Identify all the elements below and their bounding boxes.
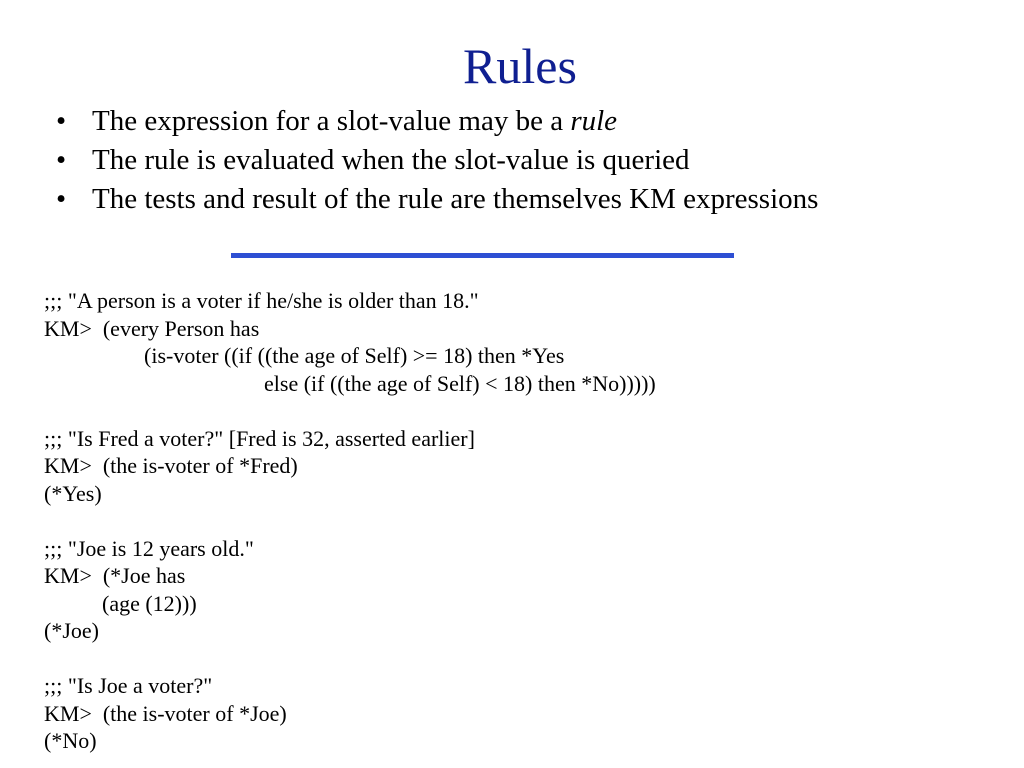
bullet-item xyxy=(56,102,818,141)
comment-line: ;;; "Joe is 12 years old." xyxy=(44,535,254,561)
bullet-text: The rule is evaluated when the slot-value is queried xyxy=(92,144,690,176)
slide-title: Rules xyxy=(463,38,577,94)
divider-line xyxy=(231,253,734,258)
km-transcript xyxy=(44,287,656,755)
bullet-icon: • xyxy=(56,144,67,176)
code-line: (age (12))) xyxy=(102,590,197,616)
bullet-text: The tests and result of the rule are themselves KM expressions xyxy=(92,183,819,215)
bullet-icon: • xyxy=(56,183,67,215)
comment-line: ;;; "Is Joe a voter?" xyxy=(44,673,213,698)
km-result-line: (*Yes) xyxy=(44,480,102,506)
bullet-list xyxy=(56,102,818,219)
km-prompt-line: KM> (*Joe has xyxy=(44,563,186,588)
code-line: else (if ((the age of Self) < 18) then *No))))) xyxy=(264,370,656,396)
blank-line xyxy=(44,645,656,673)
blank-line xyxy=(44,397,656,425)
bullet-emphasis: rule xyxy=(570,105,618,137)
blank-line xyxy=(44,507,656,535)
km-prompt-line: KM> (every Person has xyxy=(44,315,260,341)
comment-line: ;;; "Is Fred a voter?" [Fred is 32, asserted earlier] xyxy=(44,425,475,451)
code-line: (is-voter ((if ((the age of Self) >= 18) then *Yes xyxy=(144,343,565,368)
bullet-item xyxy=(56,141,818,180)
km-prompt-line: KM> (the is-voter of *Fred) xyxy=(44,453,298,478)
bullet-text: The expression for a slot-value may be a xyxy=(92,105,571,137)
bullet-item xyxy=(56,180,818,219)
bullet-icon: • xyxy=(56,105,67,137)
km-result-line: (*No) xyxy=(44,728,97,753)
km-result-line: (*Joe) xyxy=(44,618,99,643)
km-prompt-line: KM> (the is-voter of *Joe) xyxy=(44,700,287,726)
comment-line: ;;; "A person is a voter if he/she is older than 18." xyxy=(44,288,479,313)
